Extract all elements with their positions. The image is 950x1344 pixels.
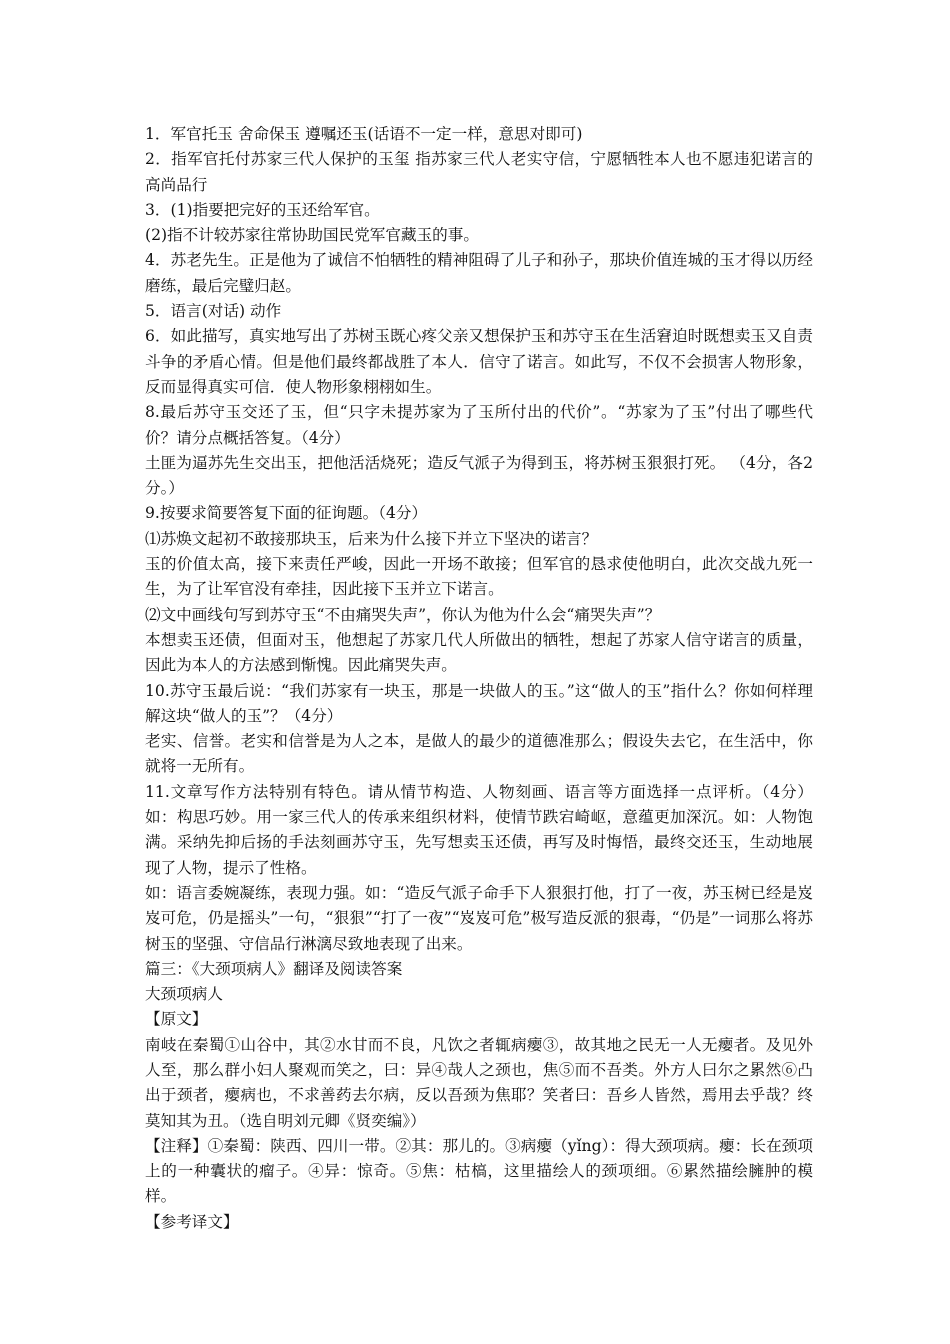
answer-8: 土匪为逼苏先生交出玉，把他活活烧死；造反气派子为得到玉，将苏树玉狠狠打死。 （4分，各2分。） <box>145 453 813 498</box>
question-9-2: ⑵文中画线句写到苏守玉“不由痛哭失声”，你认为他为什么会“痛哭失声”？ <box>145 605 661 624</box>
question-8: 8.最后苏守玉交还了玉，但“只字未提苏家为了玉所付出的代价”。“苏家为了玉”付出了哪些代价？请分点概括答复。（4分） <box>145 403 813 447</box>
article-title: 大颈项病人 <box>145 985 223 1004</box>
question-10: 10.苏守玉最后说：“我们苏家有一块玉，那是一块做人的玉。”这“做人的玉”指什么？你如何样理解这块“做人的玉”？（4分） <box>145 681 813 725</box>
answer-2: 2．指军官托付苏家三代人保护的玉玺 指苏家三代人老实守信，宁愿牺牲本人也不愿违犯诺言的高尚品行 <box>145 150 813 194</box>
answer-10: 老实、信誉。老实和信誉是为人之本，是做人的最少的道德准那么；假设失去它，在生活中，你就将一无所有。 <box>145 732 813 776</box>
original-text: 南岐在秦蜀①山谷中，其②水甘而不良，凡饮之者辄病瘿③，故其地之民无一人无瘿者。及见外人至，那么群小妇人聚观而笑之，曰：异④哉人之颈也，焦⑤而不吾类。外方人曰尔之累然⑥凸出于颈者，瘿病也，不求善药去尔病，反以吾颈为焦耶？笑者曰：吾乡人皆然，焉用去乎哉？终莫知其为丑。（选自明刘元卿《贤奕编》） <box>145 1035 813 1130</box>
question-9-1: ⑴苏焕文起初不敢接那块玉，后来为什么接下并立下坚决的诺言？ <box>145 529 598 548</box>
answer-11-example: 如：语言委婉凝练，表现力强。如：“造反气派子命手下人狠狠打他，打了一夜，苏玉树已经是岌岌可危，仍是摇头”一句，“狠狠”“打了一夜”“岌岌可危”极写造反派的狠毒，“仍是”一词那么将苏树玉的坚强、守信品行淋漓尽致地表现了出来。 <box>145 883 813 953</box>
section-heading: 篇三：《大颈项病人》翻译及阅读答案 <box>145 959 403 978</box>
answer-9-1: 玉的价值太高，接下来责任严峻，因此一开场不敢接；但军官的恳求使他明白，此次交战九死一生，为了让军官没有牵挂，因此接下玉并立下诺言。 <box>145 555 813 599</box>
answer-9-2: 本想卖玉还债，但面对玉，他想起了苏家几代人所做出的牺牲，想起了苏家人信守诺言的质量，因此为本人的方法感到惭愧。因此痛哭失声。 <box>145 630 813 675</box>
original-text-label: 【原文】 <box>145 1010 208 1029</box>
answer-3-2: (2)指不计较苏家往常协助国民党军官藏玉的事。 <box>145 226 479 245</box>
answer-4: 4．苏老先生。正是他为了诚信不怕牺牲的精神阻碍了儿子和孙子，那块价值连城的玉才得以历经磨练，最后完璧归赵。 <box>145 251 813 295</box>
answer-1: 1．军官托玉 舍命保玉 遵嘱还玉(话语不一定一样，意思对即可) <box>145 125 583 143</box>
question-9: 9.按要求简要答复下面的征询题。（4分） <box>145 504 428 523</box>
document-body <box>145 122 813 1235</box>
answer-5: 5．语言(对话) 动作 <box>145 302 282 321</box>
annotations: 【注释】①秦蜀：陕西、四川一带。②其：那儿的。③病瘿（yǐng）：得大颈项病。瘿：长在颈项上的一种囊状的瘤子。④异：惊奇。⑤焦：枯槁，这里描绘人的颈项细。⑥累然描绘臃肿的模样。 <box>145 1136 813 1206</box>
answer-6: 6．如此描写，真实地写出了苏树玉既心疼父亲又想保护玉和苏守玉在生活窘迫时既想卖玉又自责斗争的矛盾心情。但是他们最终都战胜了本人．信守了诺言。如此写，不仅不会损害人物形象，反而显得真实可信．使人物形象栩栩如生。 <box>145 327 813 396</box>
answer-3-1: 3．(1)指要把完好的玉还给军官。 <box>145 200 380 219</box>
translation-label: 【参考译文】 <box>145 1212 239 1231</box>
question-11: 11.文章写作方法特别有特色。请从情节构造、人物刻画、语言等方面选择一点评析。（4分） 如：构思巧妙。用一家三代人的传承来组织材料，使情节跌宕崎岖，意蕴更加深沉。如：人物饱满。采纳先抑后扬的手法刻画苏守玉，先写想卖玉还债，再写及时悔悟，最终交还玉，生动地展现了人物，提示了性格。 <box>145 782 813 877</box>
